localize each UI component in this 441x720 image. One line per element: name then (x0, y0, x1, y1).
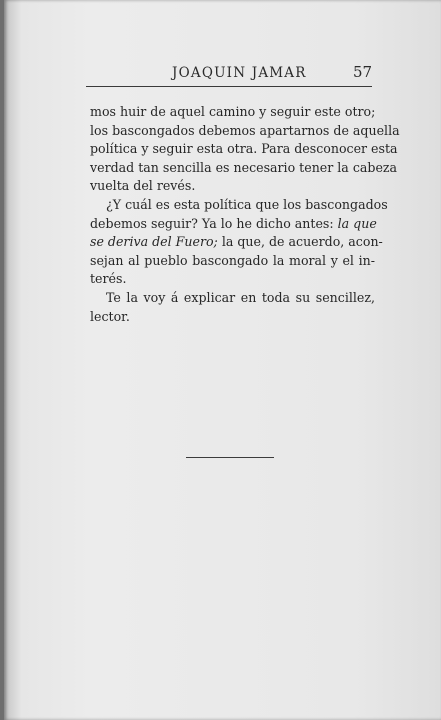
text-line: política y seguir esta otra. Para desconocer esta (90, 141, 398, 157)
end-of-section-rule (186, 457, 274, 458)
text-line: vuelta del revés. (90, 178, 196, 194)
paragraph (90, 196, 388, 289)
text-line: Te la voy á explicar en toda su sencillez, (106, 289, 375, 305)
running-head: JOAQUIN JAMAR (172, 65, 307, 81)
text-line: lector. (90, 308, 130, 324)
page-number: 57 (353, 63, 373, 81)
text-line: sejan al pueblo bascongado la moral y el in- (90, 252, 375, 268)
text-line (90, 215, 375, 234)
header-rule (86, 86, 372, 87)
body-text (90, 103, 400, 326)
paragraph (90, 103, 400, 196)
text-line: verdad tan sencilla es necesario tener la cabeza (90, 159, 398, 175)
book-page (4, 0, 441, 720)
italic-text: se deriva del Fuero; (90, 234, 218, 250)
text-line: los bascongados debemos apartarnos de aquella (90, 122, 400, 138)
text-line: ¿Y cuál es esta política que los bascongados (106, 196, 388, 212)
text-line: terés. (90, 271, 127, 287)
page-header (4, 63, 441, 85)
italic-text: la que (337, 215, 377, 231)
text-segment: debemos seguir? Ya lo he dicho antes: (90, 215, 338, 231)
text-line: mos huir de aquel camino y seguir este otro; (90, 104, 376, 119)
text-line (90, 233, 383, 252)
paragraph (90, 289, 375, 326)
text-segment: la que, de acuerdo, acon- (217, 234, 383, 250)
